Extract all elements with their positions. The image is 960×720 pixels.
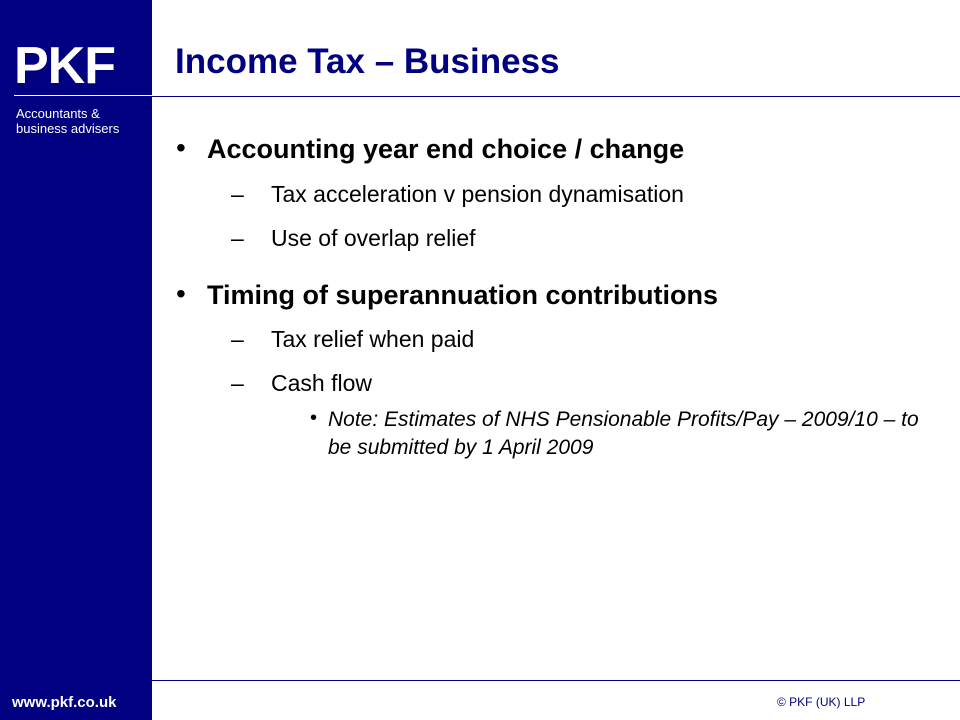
dash-marker: – — [231, 326, 244, 352]
note-bullet-icon: • — [310, 407, 318, 429]
logo-divider — [14, 95, 152, 96]
sub-item: Use of overlap relief — [271, 225, 476, 251]
brand-sidebar — [0, 0, 152, 720]
section-heading: Accounting year end choice / change — [207, 134, 685, 164]
pkf-logo: PKF — [14, 37, 115, 95]
bullet-icon: • — [176, 132, 186, 163]
logo-tagline: Accountants & business advisers — [16, 106, 120, 136]
sub-item: Tax acceleration v pension dynamisation — [271, 181, 684, 207]
sub-item: Tax relief when paid — [271, 326, 475, 352]
website-link[interactable]: www.pkf.co.uk — [12, 694, 117, 711]
title-divider — [152, 96, 960, 97]
slide-title: Income Tax – Business — [175, 42, 560, 81]
dash-marker: – — [231, 181, 244, 207]
dash-marker: – — [231, 225, 244, 251]
note-text: Note: Estimates of NHS Pensionable Profits/Pay – 2009/10 – to be submitted by 1 April 2009 — [328, 408, 919, 459]
bullet-icon: • — [176, 278, 186, 309]
dash-marker: – — [231, 370, 244, 396]
footer-divider — [152, 680, 960, 681]
copyright-text: © PKF (UK) LLP — [777, 695, 866, 709]
section-heading: Timing of superannuation contributions — [207, 280, 718, 310]
sub-item: Cash flow — [271, 370, 372, 396]
